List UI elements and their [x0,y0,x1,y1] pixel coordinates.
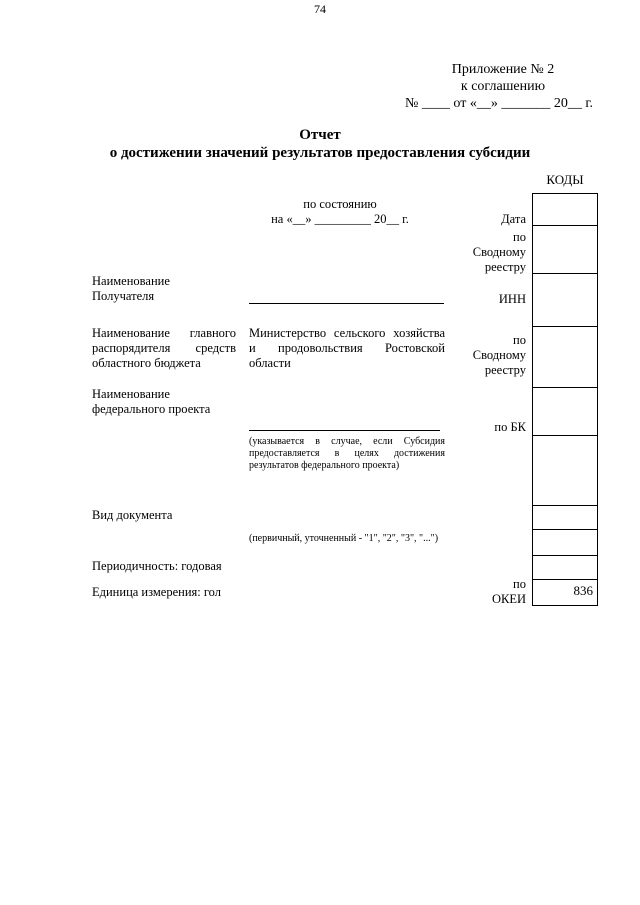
report-title-line2: о достижении значений результатов предоставления субсидии [109,145,531,161]
recipient-field-line[interactable] [249,303,444,304]
recipient-label-line2: Получателя [92,289,155,303]
codes-column [532,193,598,606]
appendix-line3: № ____ от «__» _______ 20__ г. [405,96,593,111]
federal-project-label [92,387,210,417]
codes-header: КОДЫ [546,172,584,187]
code-label-svod2-line2: Сводному [472,348,526,362]
doc-type-note: (первичный, уточненный - "1", "2", "3", "...") [249,533,439,544]
code-cell-inn-bottom [533,326,597,327]
code-cell-okei[interactable]: 836 [533,579,597,599]
code-label-svod2-line1: по [513,333,526,347]
as-of-block [250,197,430,227]
doc-type-label: Вид документа [92,508,173,522]
code-cell-date-top [533,225,597,226]
code-label-svod1-line2: Сводному [472,245,526,259]
code-label-okei [450,577,526,607]
code-label-date: Дата [501,212,526,226]
appendix-header [353,61,593,112]
as-of-line2: на «__» _________ 20__ г. [271,212,409,226]
as-of-line1: по состоянию [303,197,377,211]
code-label-svod1 [450,230,526,275]
recipient-label [92,274,170,304]
code-cell-svod2-bottom [533,387,597,388]
code-label-svod1-line3: реестру [484,260,526,274]
code-cell-bk2-bottom [533,505,597,506]
code-label-okei-line2: ОКЕИ [491,592,526,606]
unit-label: Единица измерения: гол [92,585,221,599]
code-label-svod2 [450,333,526,378]
code-cell-svod1-bottom [533,273,597,274]
appendix-line1: Приложение № 2 [451,62,555,77]
federal-project-note: (указывается в случае, если Субсидия предоставляется в целях достижения результатов федерального проекта) [249,436,445,471]
code-cell-doctype-bottom [533,529,597,530]
code-cell-period-bottom [533,555,597,556]
page-number: 74 [314,2,326,16]
federal-project-label-line2: федерального проекта [92,402,211,416]
code-label-okei-line1: по [513,577,526,591]
main-manager-value: Министерство сельского хозяйства и продовольствия Ростовской области [249,326,445,370]
report-title-line1: Отчет [299,127,341,143]
federal-project-label-line1: Наименование [92,387,170,401]
periodicity-label: Периодичность: годовая [92,559,222,573]
appendix-line2: к соглашению [460,79,546,94]
code-label-svod2-line3: реестру [484,363,526,377]
federal-project-field-line[interactable] [249,430,440,431]
code-label-bk: по БК [494,420,526,434]
report-title [0,126,640,162]
code-cell-bk-bottom [533,435,597,436]
recipient-label-line1: Наименование [92,274,170,288]
code-label-svod1-line1: по [513,230,526,244]
code-label-inn: ИНН [498,292,526,306]
main-manager-label: Наименование главного распорядителя средств областного бюджета [92,326,236,370]
